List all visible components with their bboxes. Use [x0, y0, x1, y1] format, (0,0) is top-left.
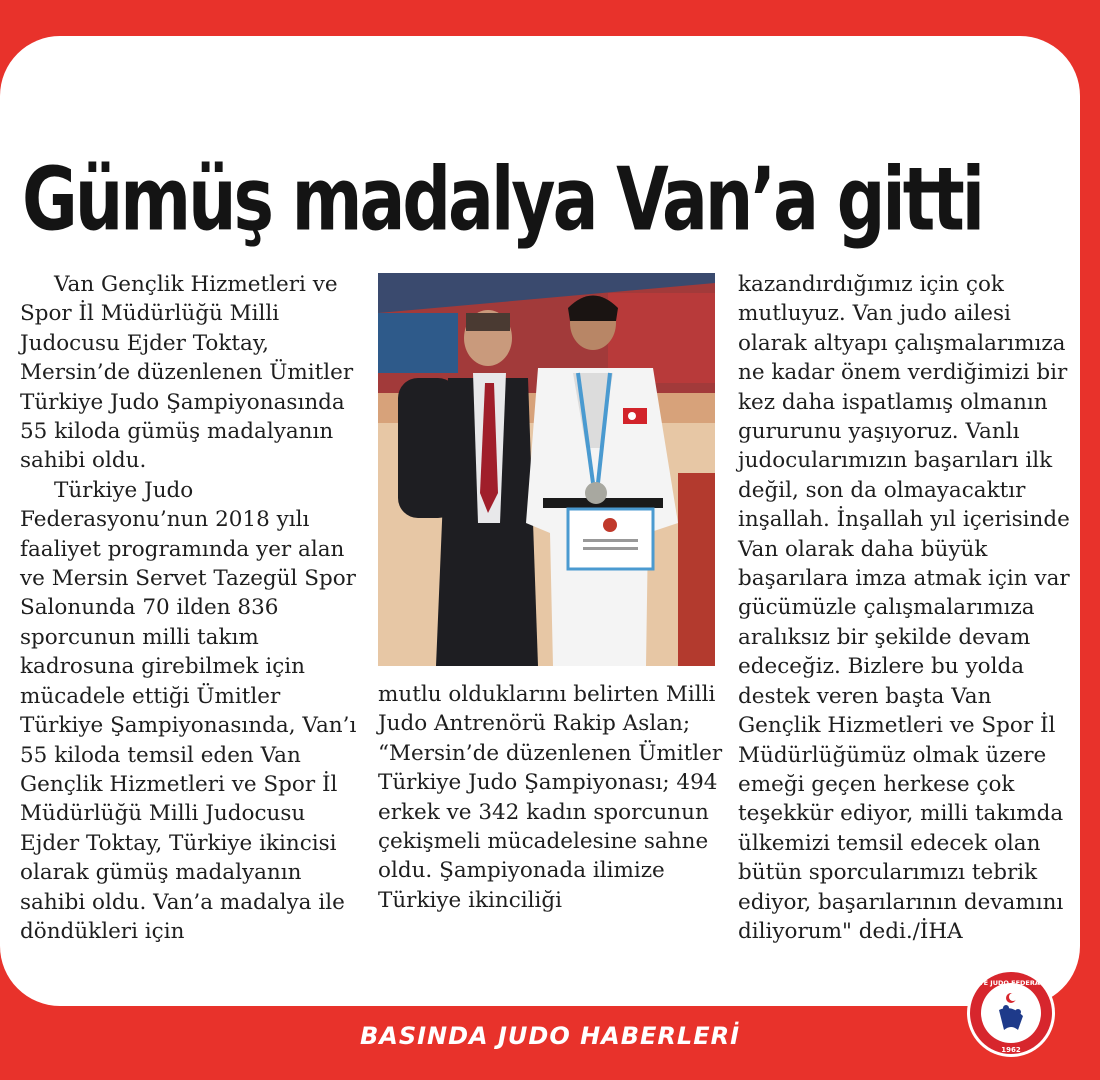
logo-text-top: TÜRKİYE JUDO FEDERASYONU [956, 979, 1066, 987]
article-column-3 [738, 270, 1078, 946]
article-column-1 [20, 270, 360, 946]
article-column-2 [378, 680, 723, 915]
headline: Gümüş madalya Van’a gitti [22, 150, 983, 252]
logo-year: 1962 [1001, 1046, 1021, 1054]
paragraph: Van Gençlik Hizmetleri ve Spor İl Müdürlüğü Milli Judocusu Ejder Toktay, Mersin’de düzenlenen Ümitler Türkiye Judo Şampiyonasında 55 kiloda gümüş madalyanın sahibi oldu. [20, 272, 354, 474]
footer-title: BASINDA JUDO HABERLERİ [359, 1022, 741, 1050]
federation-logo [956, 968, 1066, 1058]
paragraph: kazandırdığımız için çok mutluyuz. Van judo ailesi olarak altyapı çalışmalarımıza ne kadar önem verdiğimizi bir kez daha ispatlamış olmanın gururunu yaşıyoruz. Vanlı judocularımızın başarıları ilk değil, son da olmayacaktır inşallah. İnşallah yıl içerisinde Van olarak daha büyük başarılara imza atmak için var gücümüzle çalışmalarımıza aralıksız bir şekilde devam edeceğiz. Bizlere bu yolda destek veren başta Van Gençlik Hizmetleri ve Spor İl Müdürlüğümüz olmak üzere emeği geçen herkese çok teşekkür ediyor, milli takımda ülkemizi temsil edecek olan bütün sporcularımızı tebrik ediyor, başarılarının devamını diliyorum" dedi./İHA [738, 272, 1070, 944]
paragraph: mutlu olduklarını belirten Milli Judo Antrenörü Rakip Aslan; “Mersin’de düzenlenen Ümitler Türkiye Judo Şampiyonası; 494 erkek ve 342 kadın sporcunun çekişmeli mücadelesine sahne oldu. Şampiyonada ilimize Türkiye ikinciliği [378, 682, 723, 913]
article-photo [378, 273, 715, 666]
paragraph: Türkiye Judo Federasyonu’nun 2018 yılı faaliyet programında yer alan ve Mersin Servet Tazegül Spor Salonunda 70 ilden 836 sporcunun milli takım kadrosuna girebilmek için mücadele ettiği Ümitler Türkiye Şampiyonasında, Van’ı 55 kiloda temsil eden Van Gençlik Hizmetleri ve Spor İl Müdürlüğü Milli Judocusu Ejder Toktay, Türkiye ikincisi olarak gümüş madalyanın sahibi oldu. Van’a madalya ile döndükleri için [20, 477, 357, 944]
